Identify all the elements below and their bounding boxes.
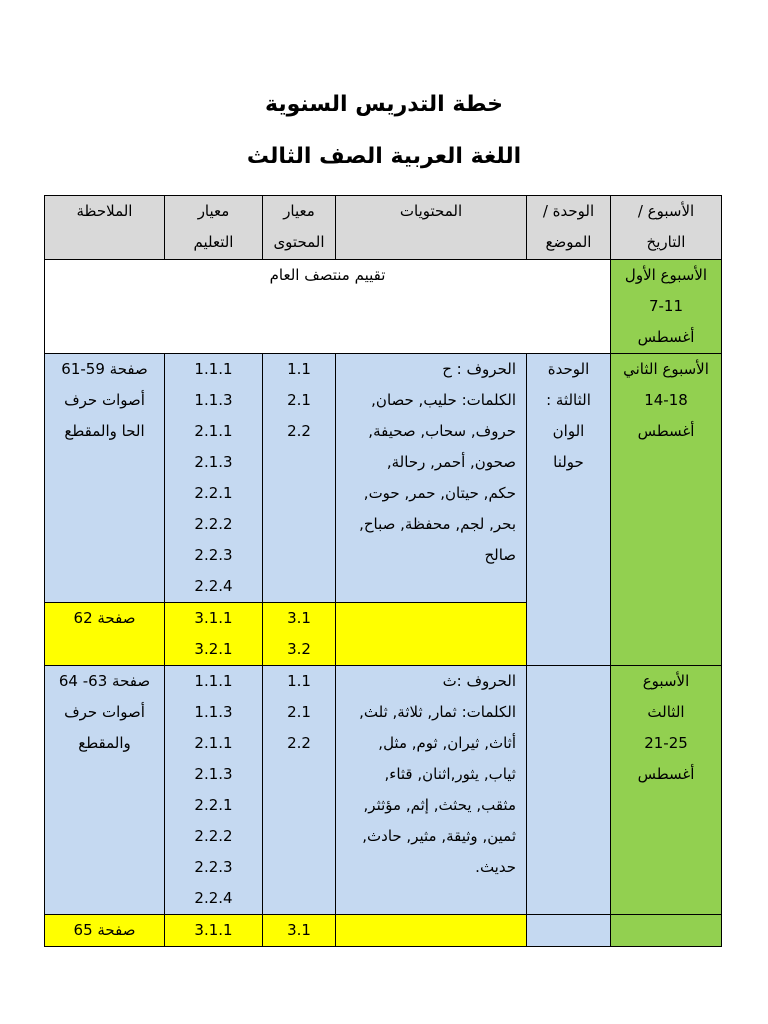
header-unit: الوحدة / الموضع [527,196,611,260]
week3-notes: صفحة 63- 64 أصوات حرف والمقطع [45,666,165,915]
week3-content-standards: 1.1 2.1 2.2 [263,666,336,915]
week1-row [45,260,722,354]
week3-contents: الحروف :ث الكلمات: ثمار, ثلاثة, ثلث, أثاث, ثيران, ثوم, مثل, ثياب, يثور,اثنان, قثاء, مثقب, يحثث, إثم, مؤثثر, ثمين, وثيقة, مثير, حادث, حديث. [336,666,527,915]
page-subtitle: اللغة العربية الصف الثالث [246,144,522,169]
week2-contents: الحروف : ح الكلمات: حليب, حصان, حروف, سحاب, صحيفة, صحون, أحمر, رحالة, حكم, حيتان, حمر, حوت, بحر, لجم, محفظة, صباح, صالح [336,354,527,603]
header-row [45,196,722,260]
header-week: الأسبوع / التاريخ [611,196,722,260]
header-teaching-standard: معيار التعليم [165,196,263,260]
week2-label: الأسبوع الثاني 14-18 أغسطس [611,354,722,666]
week2-assessment-content-standards: 3.1 3.2 [263,603,336,666]
week2-row [45,354,722,603]
week1-label: الأسبوع الأول 7-11 أغسطس [611,260,722,354]
week2-assessment-contents [336,603,527,666]
week3-row [45,666,722,915]
header-contents: المحتويات [336,196,527,260]
week2-assessment-teaching-standards: 3.1.1 3.2.1 [165,603,263,666]
week3-assessment-teaching-standards: 3.1.1 [165,915,263,947]
week2-content-standards: 1.1 2.1 2.2 [263,354,336,603]
plan-table [44,195,722,947]
week3-assessment-content-standards: 3.1 [263,915,336,947]
week2-assessment-notes: صفحة 62 [45,603,165,666]
week1-assessment-text: تقييم منتصف العام [45,260,611,354]
week3-assessment-contents [336,915,527,947]
page-title: خطة التدريس السنوية [264,92,504,117]
week2-notes: صفحة 59-61 أصوات حرف الحا والمقطع [45,354,165,603]
week3-teaching-standards: 1.1.1 1.1.3 2.1.1 2.1.3 2.2.1 2.2.2 2.2.3 2.2.4 [165,666,263,915]
week3-assessment-unit [527,915,611,947]
week3-unit [527,666,611,915]
week2-teaching-standards: 1.1.1 1.1.3 2.1.1 2.1.3 2.2.1 2.2.2 2.2.3 2.2.4 [165,354,263,603]
header-notes: الملاحظة [45,196,165,260]
week2-unit: الوحدة الثالثة : الوان حولنا [527,354,611,666]
week3-assessment-notes: صفحة 65 [45,915,165,947]
header-content-standard: معيار المحتوى [263,196,336,260]
week3-assessment-row [45,915,722,947]
week3-label: الأسبوع الثالث 21-25 أغسطس [611,666,722,915]
week3-assessment-week [611,915,722,947]
